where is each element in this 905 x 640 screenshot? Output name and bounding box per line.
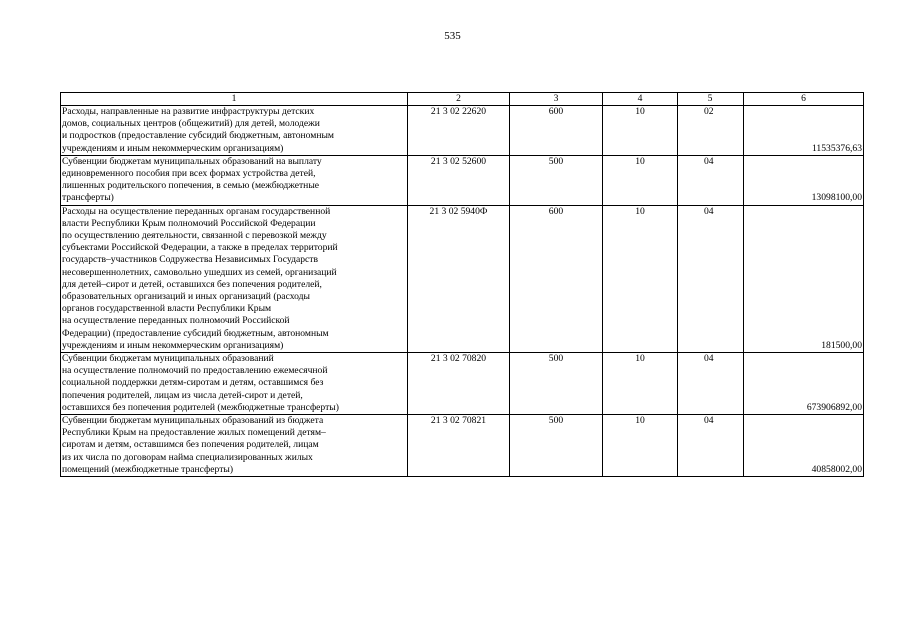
row-subsection: 04	[678, 415, 744, 477]
row-target-code: 21 3 02 52600	[408, 155, 510, 205]
table-row	[61, 353, 864, 415]
row-section: 10	[603, 353, 678, 415]
row-section: 10	[603, 205, 678, 352]
header-col-1: 1	[61, 93, 408, 106]
header-col-6: 6	[744, 93, 864, 106]
header-col-3: 3	[510, 93, 603, 106]
row-description: Расходы на осуществление переданных органам государственной власти Республики Крым полномочий Российской Федерации по осуществлению деятельности, связанной с перевозкой между субъектами Российской Федерации, а также в пределах территорий государств–участников Содружества Независимых Государств несовершеннолетних, самовольно ушедших из семей, организаций для детей–сирот и детей, оставшихся без попечения родителей, образовательных организаций и иных организаций (расходы органов государственной власти Республики Крым на осуществление переданных полномочий Российской Федерации) (предоставление субсидий бюджетным, автономным учреждениям и иным некоммерческим организациям)	[61, 205, 408, 352]
row-expense-type: 600	[510, 106, 603, 156]
header-col-2: 2	[408, 93, 510, 106]
header-col-5: 5	[678, 93, 744, 106]
row-section: 10	[603, 106, 678, 156]
table-header	[61, 93, 864, 106]
row-amount: 40858002,00	[744, 415, 864, 477]
row-description: Субвенции бюджетам муниципальных образований на осуществление полномочий по предоставлению ежемесячной социальной поддержки детям-сиротам и детям, оставшимся без попечения родителей, лицам из числа детей-сирот и детей, оставшихся без попечения родителей (межбюджетные трансферты)	[61, 353, 408, 415]
header-col-4: 4	[603, 93, 678, 106]
row-amount: 13098100,00	[744, 155, 864, 205]
row-amount: 11535376,63	[744, 106, 864, 156]
budget-table	[60, 92, 864, 477]
row-expense-type: 500	[510, 353, 603, 415]
row-target-code: 21 3 02 5940Ф	[408, 205, 510, 352]
row-expense-type: 500	[510, 415, 603, 477]
row-description: Расходы, направленные на развитие инфраструктуры детских домов, социальных центров (общежитий) для детей, молодежи и подростков (предоставление субсидий бюджетным, автономным учреждениям и иным некоммерческим организациям)	[61, 106, 408, 156]
row-description: Субвенции бюджетам муниципальных образований на выплату единовременного пособия при всех формах устройства детей, лишенных родительского попечения, в семью (межбюджетные трансферты)	[61, 155, 408, 205]
header-row	[61, 93, 864, 106]
row-section: 10	[603, 415, 678, 477]
row-subsection: 04	[678, 205, 744, 352]
table-body	[61, 106, 864, 477]
page-number: 535	[444, 30, 461, 42]
row-amount: 673906892,00	[744, 353, 864, 415]
table-row	[61, 205, 864, 352]
row-expense-type: 600	[510, 205, 603, 352]
row-amount: 181500,00	[744, 205, 864, 352]
row-subsection: 04	[678, 353, 744, 415]
table-row	[61, 415, 864, 477]
row-subsection: 02	[678, 106, 744, 156]
row-description: Субвенции бюджетам муниципальных образований из бюджета Республики Крым на предоставление жилых помещений детям– сиротам и детям, оставшимся без попечения родителей, лицам из их числа по договорам найма специализированных жилых помещений (межбюджетные трансферты)	[61, 415, 408, 477]
row-subsection: 04	[678, 155, 744, 205]
row-target-code: 21 3 02 70821	[408, 415, 510, 477]
table-row	[61, 106, 864, 156]
row-target-code: 21 3 02 70820	[408, 353, 510, 415]
table-row	[61, 155, 864, 205]
row-target-code: 21 3 02 22620	[408, 106, 510, 156]
row-section: 10	[603, 155, 678, 205]
row-expense-type: 500	[510, 155, 603, 205]
